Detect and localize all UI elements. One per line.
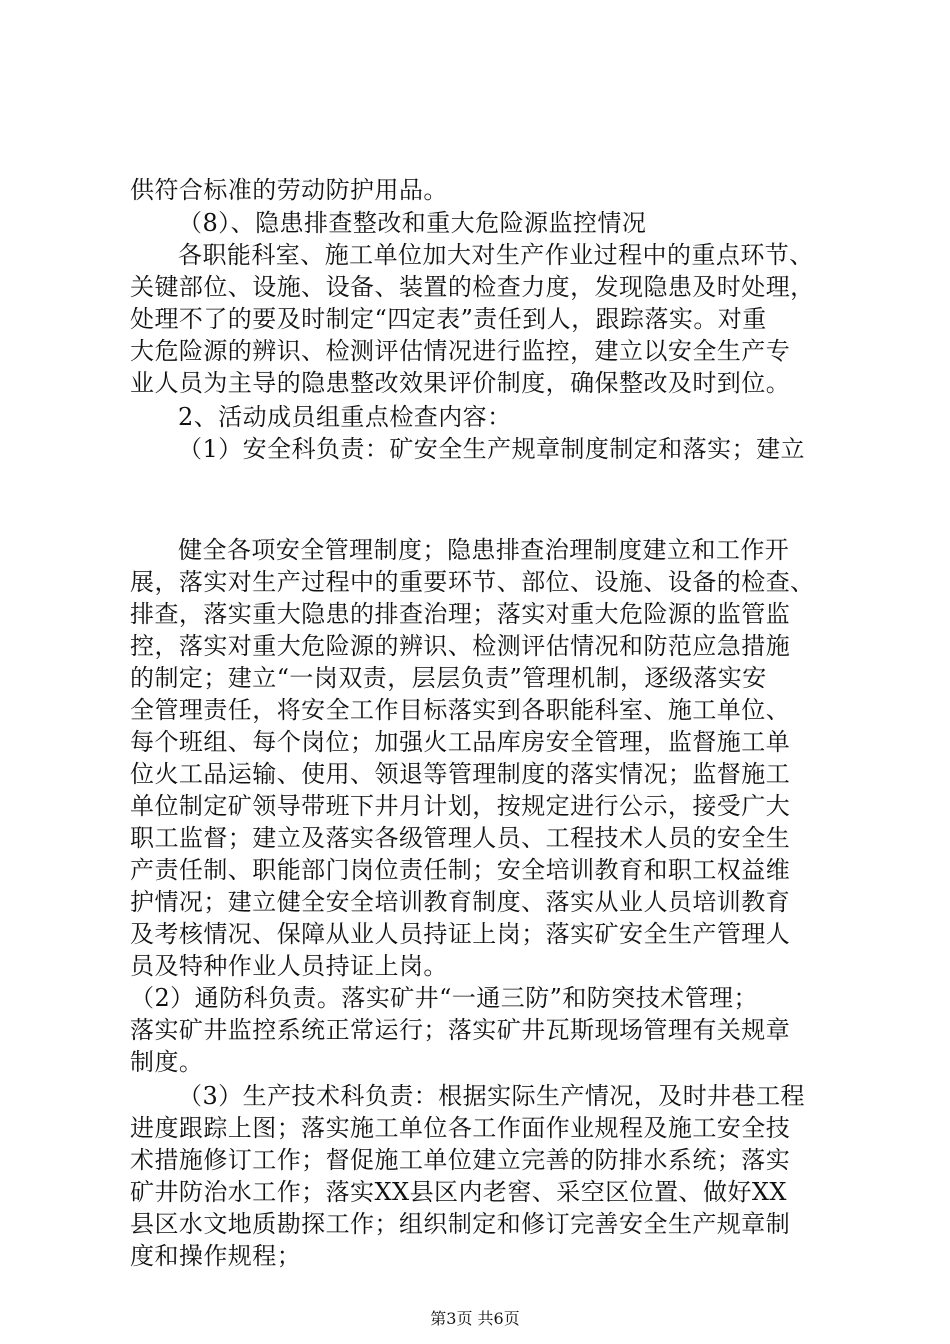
text-line: 各职能科室、施工单位加大对生产作业过程中的重点环节、 (178, 241, 814, 269)
text-line: 供符合标准的劳动防护用品。 (130, 176, 448, 204)
text-line: 单位制定矿领导带班下井月计划，按规定进行公示，接受广大 (130, 792, 791, 820)
text-line: 县区水文地质勘探工作；组织制定和修订完善安全生产规章制 (130, 1210, 791, 1238)
text-line: 护情况；建立健全安全培训教育制度、落实从业人员培训教育 (130, 888, 791, 916)
text-line: 业人员为主导的隐患整改效果评价制度，确保整改及时到位。 (130, 369, 791, 397)
text-line: 健全各项安全管理制度；隐患排查治理制度建立和工作开 (178, 536, 790, 564)
text-line: 员及特种作业人员持证上岗。 (130, 952, 448, 980)
text-line: 处理不了的要及时制定“四定表”责任到人，跟踪落实。对重 (130, 305, 767, 333)
text-line: 产责任制、职能部门岗位责任制；安全培训教育和职工权益维 (130, 856, 791, 884)
text-line: 控，落实对重大危险源的辨识、检测评估情况和防范应急措施 (130, 632, 791, 660)
text-line: 展，落实对生产过程中的重要环节、部位、设施、设备的检查、 (130, 568, 815, 596)
text-line: （2）通防科负责。落实矿井“一通三防”和防突技术管理； (130, 984, 758, 1012)
text-line: 关键部位、设施、设备、装置的检查力度，发现隐患及时处理， (130, 273, 815, 301)
text-line: 矿井防治水工作；落实XX县区内老窖、采空区位置、做好XX (130, 1178, 787, 1206)
text-line: 排查，落实重大隐患的排查治理；落实对重大危险源的监管监 (130, 600, 791, 628)
page-number: 第3页 共6页 (430, 1309, 520, 1328)
text-line: 落实矿井监控系统正常运行；落实矿井瓦斯现场管理有关规章 (130, 1016, 791, 1044)
text-line: 大危险源的辨识、检测评估情况进行监控，建立以安全生产专 (130, 337, 791, 365)
text-line: 的制定；建立“一岗双责，层层负责”管理机制，逐级落实安 (130, 664, 767, 692)
text-line: 及考核情况、保障从业人员持证上岗；落实矿安全生产管理人 (130, 920, 791, 948)
text-line: 进度跟踪上图；落实施工单位各工作面作业规程及施工安全技 (130, 1114, 791, 1142)
text-line: 全管理责任，将安全工作目标落实到各职能科室、施工单位、 (130, 696, 791, 724)
text-line: 术措施修订工作；督促施工单位建立完善的防排水系统；落实 (130, 1146, 791, 1174)
text-line: （3）生产技术科负责：根据实际生产情况，及时井巷工程 (178, 1082, 805, 1110)
section-heading: （8）、隐患排查整改和重大危险源监控情况 (178, 209, 647, 237)
section-heading: 2、活动成员组重点检查内容： (178, 403, 512, 431)
text-line: 每个班组、每个岗位；加强火工品库房安全管理，监督施工单 (130, 728, 791, 756)
text-line: 位火工品运输、使用、领退等管理制度的落实情况；监督施工 (130, 760, 791, 788)
text-line: 度和操作规程； (130, 1242, 302, 1270)
text-line: （1）安全科负责：矿安全生产规章制度制定和落实；建立 (178, 435, 805, 463)
text-line: 制度。 (130, 1048, 204, 1076)
text-line: 职工监督；建立及落实各级管理人员、工程技术人员的安全生 (130, 824, 791, 852)
